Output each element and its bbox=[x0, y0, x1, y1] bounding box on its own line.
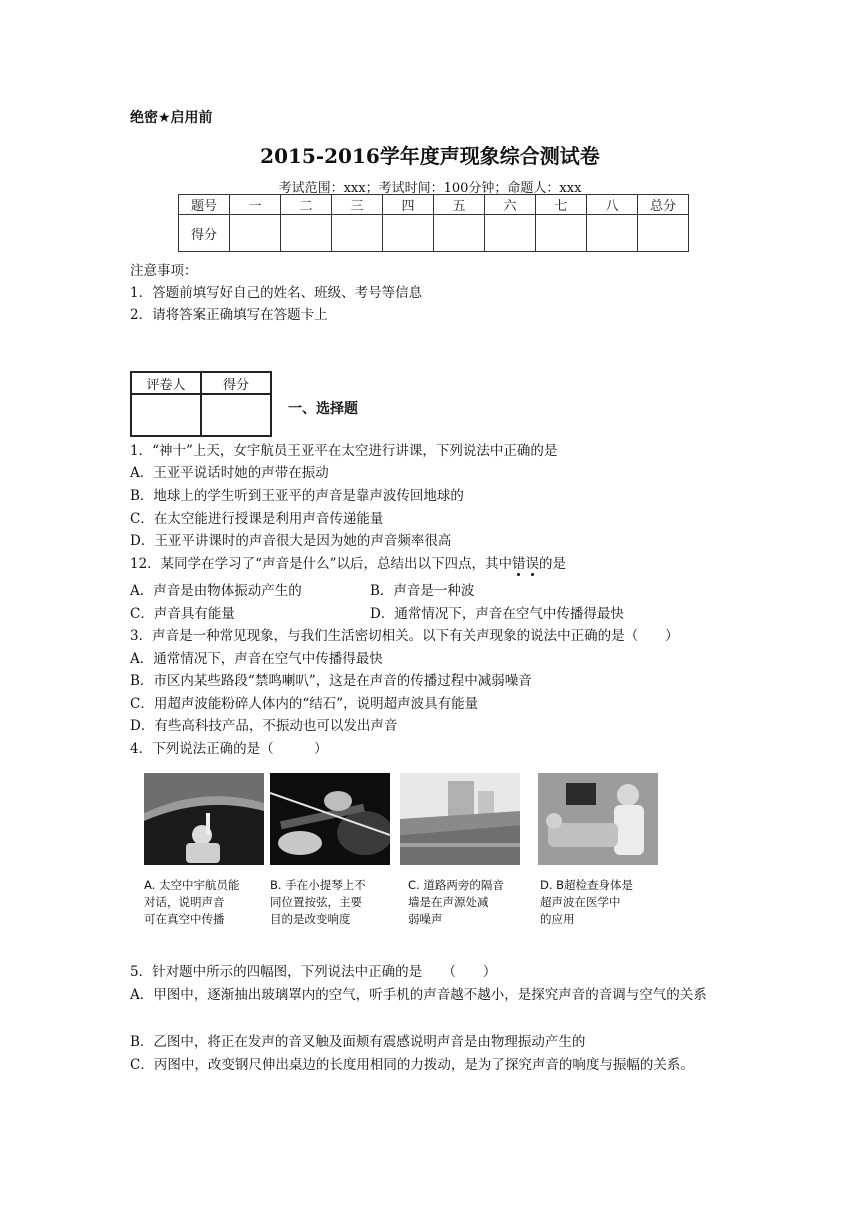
question-3-option-d: D．有些高科技产品，不振动也可以发出声音 bbox=[130, 718, 398, 734]
caption-line: 墙是在声源处减 bbox=[408, 895, 489, 909]
picture-caption-b bbox=[270, 877, 366, 928]
question-3-stem: 3．声音是一种常见现象，与我们生活密切相关。以下有关声现象的说法中正确的是（ ） bbox=[130, 628, 679, 644]
question-3-option-b: B．市区内某些路段“禁鸣喇叭”，这是在声音的传播过程中减弱噪音 bbox=[130, 673, 532, 689]
question-12-option-b: B．声音是一种波 bbox=[370, 583, 475, 599]
caption-line: 目的是改变响度 bbox=[270, 912, 351, 926]
question-5-stem: 5．针对题中所示的四幅图，下列说法中正确的是 （ ） bbox=[130, 964, 497, 980]
score-cell bbox=[230, 215, 281, 252]
question-12-stem-text: 12．某同学在学习了“声音是什么”以后，总结出以下四点，其中 bbox=[130, 556, 512, 572]
question-12-stem-end: 的是 bbox=[538, 556, 566, 572]
score-header-cell: 六 bbox=[485, 195, 536, 215]
grader-cell bbox=[131, 394, 201, 436]
caption-line: C. 道路两旁的隔音 bbox=[408, 878, 504, 892]
score-cell bbox=[638, 215, 689, 252]
astronaut-photo bbox=[144, 773, 264, 865]
score-cell bbox=[434, 215, 485, 252]
question-1-stem: 1．“神十”上天，女宇航员王亚平在太空进行讲课，下列说法中正确的是 bbox=[130, 443, 558, 459]
grader-header: 评卷人 bbox=[131, 372, 201, 394]
question-5-option-a: A．甲图中，逐渐抽出玻璃罩内的空气，听手机的声音越不越小，是探究声音的音调与空气的关系 bbox=[130, 987, 707, 1003]
caption-line: 同位置按弦，主要 bbox=[270, 895, 362, 909]
score-header-cell: 四 bbox=[383, 195, 434, 215]
violin-photo bbox=[270, 773, 390, 865]
picture-caption-c bbox=[408, 877, 504, 928]
score-header-cell: 二 bbox=[281, 195, 332, 215]
emphasis-char: 误 bbox=[525, 556, 539, 572]
score-header-cell: 一 bbox=[230, 195, 281, 215]
question-1-option-b: B．地球上的学生听到王亚平的声音是靠声波传回地球的 bbox=[130, 488, 464, 504]
caption-line: 的应用 bbox=[540, 912, 575, 926]
question-3-option-c: C．用超声波能粉碎人体内的“结石”，说明超声波具有能量 bbox=[130, 696, 479, 712]
question-5-option-b: B．乙图中，将正在发声的音叉触及面颊有震感说明声音是由物理振动产生的 bbox=[130, 1034, 586, 1050]
score-header-cell: 五 bbox=[434, 195, 485, 215]
caption-line: 弱噪声 bbox=[408, 912, 443, 926]
sound-barrier-photo bbox=[400, 773, 520, 865]
emphasis-char: 错 bbox=[511, 556, 526, 572]
picture-caption-d bbox=[540, 877, 633, 928]
score-header-cell: 七 bbox=[536, 195, 587, 215]
question-12-option-d: D．通常情况下，声音在空气中传播得最快 bbox=[370, 606, 624, 622]
score-header-cell: 题号 bbox=[179, 195, 230, 215]
score-cell bbox=[485, 215, 536, 252]
question-12-stem bbox=[130, 555, 566, 573]
question-12-option-a: A．声音是由物体振动产生的 bbox=[130, 583, 302, 599]
caption-line: 超声波在医学中 bbox=[540, 895, 621, 909]
picture-caption-a bbox=[144, 877, 239, 928]
question-3-option-a: A．通常情况下，声音在空气中传播得最快 bbox=[130, 651, 383, 667]
caption-line: 对话，说明声音 bbox=[144, 895, 225, 909]
caption-line: 可在真空中传播 bbox=[144, 912, 225, 926]
grader-score-cell bbox=[201, 394, 271, 436]
score-header-cell: 八 bbox=[587, 195, 638, 215]
notice-item: 1．答题前填写好自己的姓名、班级、考号等信息 bbox=[130, 285, 423, 301]
score-cell bbox=[536, 215, 587, 252]
question-4-stem: 4．下列说法正确的是（ ） bbox=[130, 741, 328, 757]
score-header-cell: 总分 bbox=[638, 195, 689, 215]
section-title: 一、选择题 bbox=[288, 401, 358, 417]
exam-info: 考试范围：xxx；考试时间：100分钟；命题人：xxx bbox=[278, 181, 582, 196]
score-table bbox=[178, 194, 689, 252]
question-12-option-c: C．声音具有能量 bbox=[130, 606, 235, 622]
question-1-option-a: A．王亚平说话时她的声带在振动 bbox=[130, 465, 329, 481]
notice-item: 2．请将答案正确填写在答题卡上 bbox=[130, 307, 328, 323]
score-cell bbox=[383, 215, 434, 252]
caption-line: B. 手在小提琴上不 bbox=[270, 878, 366, 892]
ultrasound-photo bbox=[538, 773, 658, 865]
notice-title: 注意事项： bbox=[130, 263, 198, 279]
caption-line: D. B超检查身体是 bbox=[540, 878, 634, 892]
score-cell bbox=[281, 215, 332, 252]
score-row-label: 得分 bbox=[179, 215, 230, 252]
grader-table bbox=[130, 371, 272, 437]
question-1-option-c: C．在太空能进行授课是利用声音传递能量 bbox=[130, 511, 384, 527]
grader-score-header: 得分 bbox=[201, 372, 271, 394]
score-cell bbox=[332, 215, 383, 252]
question-1-option-d: D．王亚平讲课时的声音很大是因为她的声音频率很高 bbox=[130, 533, 452, 549]
question-5-option-c: C．丙图中，改变钢尺伸出桌边的长度用相同的力拨动，是为了探究声音的响度与振幅的关系。 bbox=[130, 1057, 694, 1073]
score-cell bbox=[587, 215, 638, 252]
caption-line: A. 太空中宇航员能 bbox=[144, 878, 240, 892]
score-header-cell: 三 bbox=[332, 195, 383, 215]
page-title: 2015-2016学年度声现象综合测试卷 bbox=[260, 144, 600, 168]
confidential-mark: 绝密★启用前 bbox=[130, 110, 213, 126]
